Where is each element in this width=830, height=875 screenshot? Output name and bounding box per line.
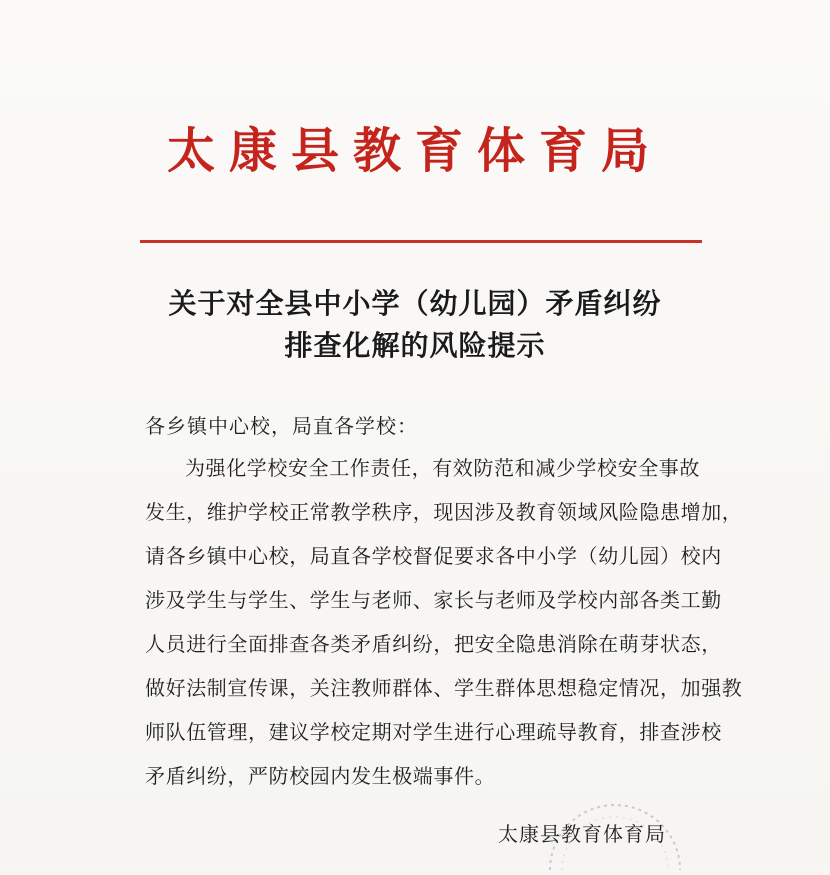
salutation: 各乡镇中心校，局直各学校： <box>145 414 418 438</box>
red-divider-line <box>140 240 702 243</box>
body-paragraph-line: 涉及学生与学生、学生与老师、家长与老师及学校内部各类工勤 <box>145 588 722 612</box>
body-paragraph-line: 师队伍管理，建议学校定期对学生进行心理疏导教育，排查涉校 <box>145 720 722 744</box>
agency-header-title: 太康县教育体育局 <box>166 123 663 179</box>
document-title-line1: 关于对全县中小学（幼儿园）矛盾纠纷 <box>168 287 662 320</box>
body-paragraph-line: 人员进行全面排查各类矛盾纠纷，把安全隐患消除在萌芽状态， <box>145 632 722 656</box>
body-paragraph-line: 矛盾纠纷，严防校园内发生极端事件。 <box>145 764 496 788</box>
body-paragraph-line: 发生，维护学校正常教学秩序，现因涉及教育领域风险隐患增加， <box>145 500 743 524</box>
body-paragraph-line: 请各乡镇中心校，局直各学校督促要求各中小学（幼儿园）校内 <box>145 544 722 568</box>
body-paragraph-line: 做好法制宣传课，关注教师群体、学生群体思想稳定情况，加强教 <box>145 676 743 700</box>
body-paragraph-line: 为强化学校安全工作责任，有效防范和减少学校安全事故 <box>185 456 700 480</box>
document-title-line2: 排查化解的风险提示 <box>284 329 546 362</box>
signature-agency-name: 太康县教育体育局 <box>498 822 666 846</box>
